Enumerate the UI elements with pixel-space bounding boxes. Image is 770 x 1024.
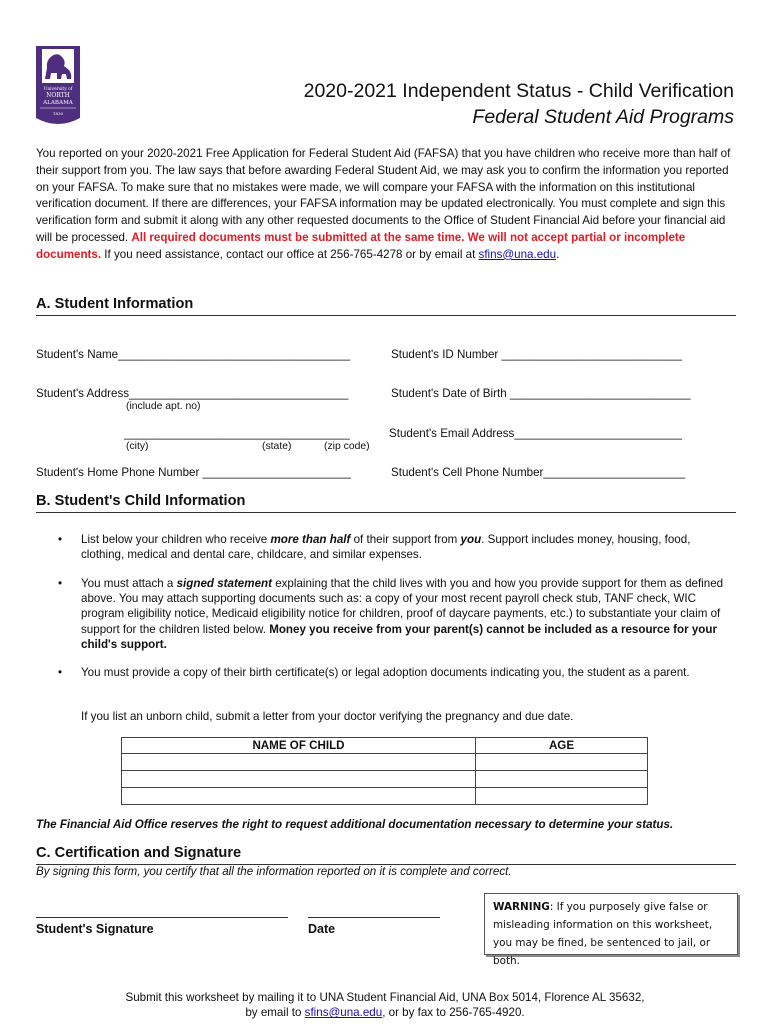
- children-table: [121, 737, 648, 805]
- cell-phone-field[interactable]: [391, 466, 685, 479]
- bullet-marker: •: [58, 666, 63, 679]
- child-name-cell[interactable]: [122, 754, 476, 771]
- child-age-cell[interactable]: [476, 788, 648, 805]
- student-dob-label: Student's Date of Birth: [391, 387, 507, 400]
- bullet-item: [81, 576, 735, 652]
- bullet-marker: •: [58, 577, 63, 590]
- logo-line1: University of: [43, 87, 73, 92]
- bullet-item: You must provide a copy of their birth certificate(s) or legal adoption documents indicating you, the student as a parent.: [81, 666, 690, 679]
- city-state-zip-field[interactable]: ___________________________________: [124, 427, 350, 440]
- signature-line[interactable]: [36, 917, 288, 918]
- intro-email-link[interactable]: sfins@una.edu: [478, 247, 557, 261]
- unborn-note: If you list an unborn child, submit a letter from your doctor verifying the pregnancy and due date.: [81, 710, 574, 723]
- student-email-field[interactable]: [389, 427, 682, 440]
- footer-line1: Submit this worksheet by mailing it to UNA Student Financial Aid, UNA Box 5014, Florence AL 35632,: [125, 991, 645, 1004]
- child-age-cell[interactable]: [476, 754, 648, 771]
- student-id-label: Student's ID Number: [391, 348, 499, 361]
- reserve-note: The Financial Aid Office reserves the right to request additional documentation necessary to determine your status.: [36, 818, 674, 831]
- warning-text: : If you purposely give false or misleading information on this worksheet, you may be fined, be sentenced to jail, or both.: [493, 901, 713, 967]
- bullet1-text-b: of their support from: [350, 533, 461, 546]
- warning-label: WARNING: [493, 901, 550, 913]
- cell-phone-line: ______________________: [543, 466, 686, 479]
- name-of-child-header: NAME OF CHILD: [122, 738, 476, 754]
- table-row: [122, 754, 648, 771]
- home-phone-line: _______________________: [199, 466, 351, 479]
- student-email-line: __________________________: [514, 427, 682, 440]
- bullet-marker: •: [58, 533, 63, 546]
- bullet1-text-a: List below your children who receive: [81, 533, 271, 546]
- intro-text: You reported on your 2020-2021 Free Application for Federal Student Aid (FAFSA) that you have children who receive more than half of their support from you. The law says that before awarding Federal Student Aid, we may ask you to confirm the information you reported on your FAFSA. To make sure that no mistakes were made, we will compare your FAFSA with the information on this institutional verification document. If there are differences, your FAFSA information may be updated electronically. You must complete and sign this verification form and submit it along with any other requested documents to the Office of Student Financial Aid before your financial aid will be processed.: [36, 147, 731, 244]
- bullet1-emphasis-b: you: [460, 533, 482, 546]
- warning-box: [484, 893, 738, 967]
- zip-hint: (zip code): [324, 441, 370, 452]
- bullet2-text-b: explaining that the child lives with you and how you provide support for them as defined above. You may attach supporting documents such as: a copy of your most recent payroll check stub, TANF check, WIC program eligibility notice, Medicaid eligibility notice for children, proof of daycare payments, etc.) to substantiate your claim of support for the children listed below.: [81, 577, 724, 636]
- page-subtitle: Federal Student Aid Programs: [472, 106, 734, 128]
- table-row: [122, 771, 648, 788]
- page-title: 2020-2021 Independent Status - Child Verification: [303, 80, 734, 102]
- logo-line3: ALABAMA: [43, 100, 73, 106]
- certification-statement: By signing this form, you certify that all the information reported on it is complete and correct.: [36, 865, 512, 878]
- student-name-label: Student's Name: [36, 348, 119, 361]
- signature-label: Student's Signature: [36, 922, 154, 936]
- footer: [0, 990, 770, 1020]
- cell-phone-label: Student's Cell Phone Number: [391, 466, 544, 479]
- student-address-field[interactable]: [36, 387, 348, 400]
- bullet1-text-c: . Support includes money, housing, food, clothing, medical and dental care, childcare, and similar expenses.: [81, 533, 691, 562]
- student-dob-field[interactable]: [391, 387, 690, 400]
- intro-paragraph: [36, 146, 732, 264]
- bullet-item: [81, 532, 735, 562]
- bullet2-text-a: You must attach a: [81, 577, 177, 590]
- student-id-line: ____________________________: [498, 348, 683, 361]
- state-hint: (state): [262, 441, 292, 452]
- section-a-heading: A. Student Information: [36, 296, 736, 316]
- intro-contact: If you need assistance, contact our office at 256-765-4278 or by email at: [101, 247, 479, 261]
- home-phone-field[interactable]: [36, 466, 351, 479]
- student-name-field[interactable]: [36, 348, 350, 361]
- logo-line2: NORTH: [46, 92, 70, 99]
- section-b-heading: B. Student's Child Information: [36, 493, 736, 513]
- city-hint: (city): [126, 441, 149, 452]
- date-line[interactable]: [308, 917, 440, 918]
- child-name-cell[interactable]: [122, 771, 476, 788]
- bullet2-emphasis: signed statement: [176, 577, 272, 590]
- date-label: Date: [308, 922, 336, 936]
- child-name-cell[interactable]: [122, 788, 476, 805]
- student-address-label: Student's Address: [36, 387, 130, 400]
- logo-year: 1830: [52, 111, 64, 116]
- footer-line2-end: , or by fax to 256-765-4920.: [382, 1006, 525, 1020]
- student-dob-line: ____________________________: [506, 387, 691, 400]
- child-age-cell[interactable]: [476, 771, 648, 788]
- footer-line2-start: by email to: [245, 1006, 305, 1020]
- student-name-line: ____________________________________: [118, 348, 351, 361]
- intro-end: .: [556, 247, 560, 261]
- age-header: AGE: [476, 738, 648, 754]
- intro-warning: All required documents must be submitted at the same time. We will not accept partial or incomplete documents.: [36, 230, 686, 261]
- student-email-label: Student's Email Address: [389, 427, 515, 440]
- bullet1-emphasis-a: more than half: [270, 533, 351, 546]
- home-phone-label: Student's Home Phone Number: [36, 466, 200, 479]
- footer-email-link[interactable]: sfins@una.edu: [304, 1006, 383, 1020]
- section-c-heading: C. Certification and Signature: [36, 845, 736, 865]
- table-row: [122, 788, 648, 805]
- student-address-line: __________________________________: [129, 387, 349, 400]
- student-id-field[interactable]: [391, 348, 682, 361]
- table-header-row: [122, 738, 648, 754]
- bullet2-bold: Money you receive from your parent(s) cannot be included as a resource for your child's support.: [81, 622, 717, 651]
- university-logo: [36, 46, 80, 128]
- apt-hint: (include apt. no): [126, 401, 201, 412]
- footer-line2: [0, 1005, 770, 1020]
